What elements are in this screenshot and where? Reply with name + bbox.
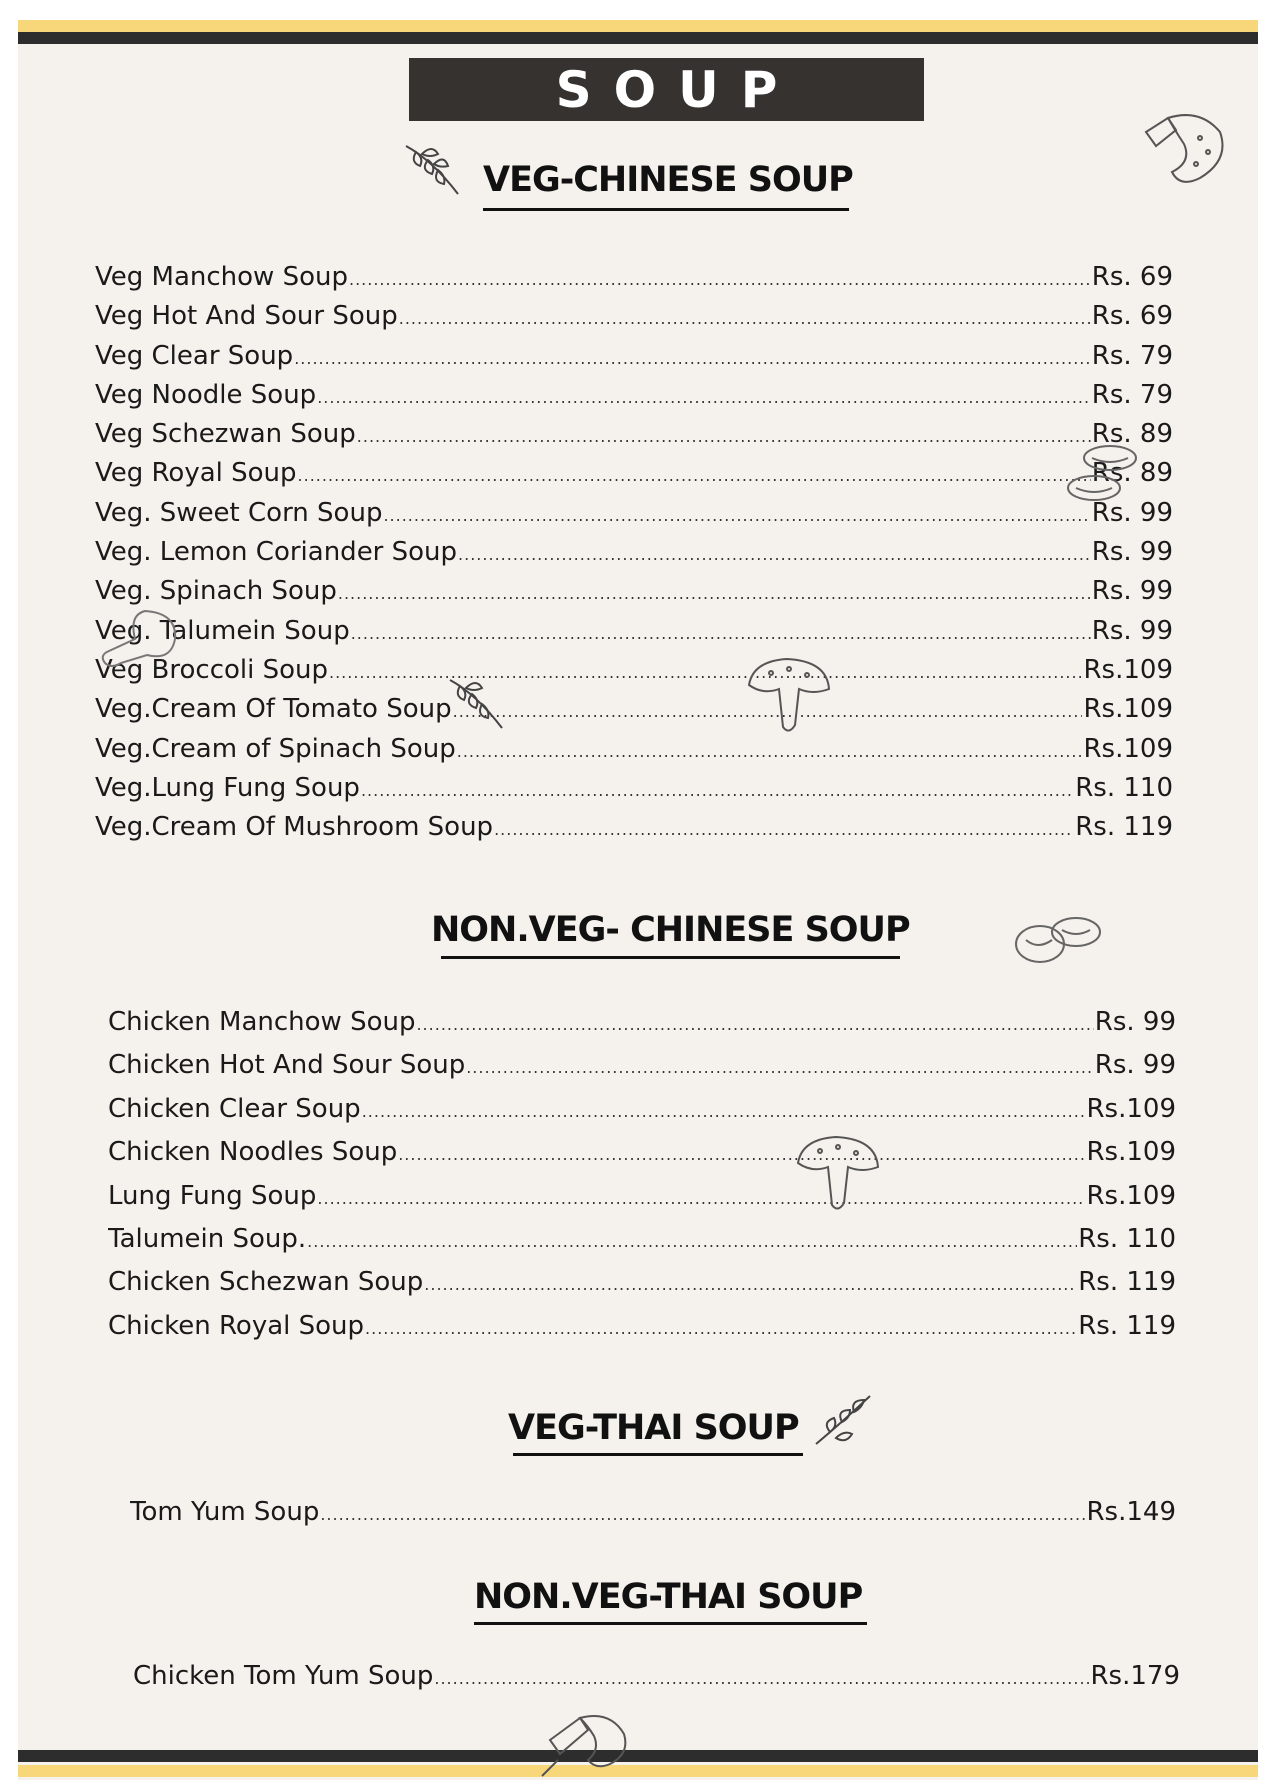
list-item: Veg Hot And Sour Soup ..... Rs. 69 <box>95 301 1173 340</box>
list-item: Veg.Cream Of Mushroom Soup ..... Rs. 119 <box>95 812 1173 851</box>
page-title: SOUP <box>555 60 800 119</box>
section-title-nonveg-chinese: NON.VEG- CHINESE SOUP <box>431 910 910 950</box>
list-item: Veg.Lung Fung Soup ..... Rs. 110 <box>95 773 1173 812</box>
herb-icon <box>402 140 464 198</box>
mushroom-icon <box>792 1133 884 1215</box>
top-dark-bar <box>18 32 1258 44</box>
list-item: Veg Manchow Soup ..... Rs. 69 <box>95 262 1173 301</box>
section-underline <box>513 1453 803 1456</box>
section-title-veg-thai: VEG-THAI SOUP <box>508 1408 799 1448</box>
list-item: Veg. Talumein Soup ..... Rs. 99 <box>95 616 1173 655</box>
section-underline <box>483 208 849 211</box>
list-item: Veg Noodle Soup ..... Rs. 79 <box>95 380 1173 419</box>
list-item: Chicken Manchow Soup ..... Rs. 99 <box>108 1007 1176 1050</box>
list-item: Veg.Cream Of Tomato Soup ..... Rs.109 <box>95 694 1173 733</box>
page-title-banner <box>409 58 924 121</box>
herb-icon <box>812 1392 874 1448</box>
section-underline <box>441 956 900 959</box>
list-item: Veg Clear Soup ..... Rs. 79 <box>95 341 1173 380</box>
mushroom-icon <box>743 655 835 737</box>
list-item: Chicken Schezwan Soup ..... Rs. 119 <box>108 1267 1176 1310</box>
bean-icon <box>1010 910 1106 972</box>
veg-chinese-list <box>95 262 1173 851</box>
list-item: Chicken Hot And Sour Soup ..... Rs. 99 <box>108 1050 1176 1093</box>
list-item: Veg. Sweet Corn Soup ..... Rs. 99 <box>95 498 1173 537</box>
list-item: Chicken Tom Yum Soup ..... Rs.179 <box>133 1661 1180 1701</box>
herb-icon <box>446 674 508 732</box>
list-item: Veg. Spinach Soup ..... Rs. 99 <box>95 576 1173 615</box>
list-item: Talumein Soup. ..... Rs. 110 <box>108 1224 1176 1267</box>
nonveg-chinese-list <box>108 1007 1176 1354</box>
section-title-nonveg-thai: NON.VEG-THAI SOUP <box>474 1577 863 1617</box>
list-item: Veg.Cream of Spinach Soup ..... Rs.109 <box>95 734 1173 773</box>
mushroom-icon <box>1140 108 1228 188</box>
nonveg-thai-list <box>133 1661 1180 1701</box>
bean-icon <box>1062 440 1142 510</box>
list-item: Veg Broccoli Soup ..... Rs.109 <box>95 655 1173 694</box>
section-underline <box>474 1622 867 1625</box>
list-item: Chicken Royal Soup ..... Rs. 119 <box>108 1311 1176 1354</box>
list-item: Veg Schezwan Soup ..... Rs. 89 <box>95 419 1173 458</box>
mushroom-icon <box>540 1710 640 1780</box>
section-title-veg-chinese: VEG-CHINESE SOUP <box>483 160 853 200</box>
veg-thai-list <box>130 1497 1176 1537</box>
list-item: Chicken Noodles Soup ..... Rs.109 <box>108 1137 1176 1180</box>
list-item: Lung Fung Soup ..... Rs.109 <box>108 1181 1176 1224</box>
list-item: Veg Royal Soup ..... Rs. 89 <box>95 458 1173 497</box>
list-item: Veg. Lemon Coriander Soup ..... Rs. 99 <box>95 537 1173 576</box>
top-accent-bar <box>18 20 1258 32</box>
list-item: Chicken Clear Soup ..... Rs.109 <box>108 1094 1176 1137</box>
chicken-leg-icon <box>95 605 185 675</box>
list-item: Tom Yum Soup ..... Rs.149 <box>130 1497 1176 1537</box>
